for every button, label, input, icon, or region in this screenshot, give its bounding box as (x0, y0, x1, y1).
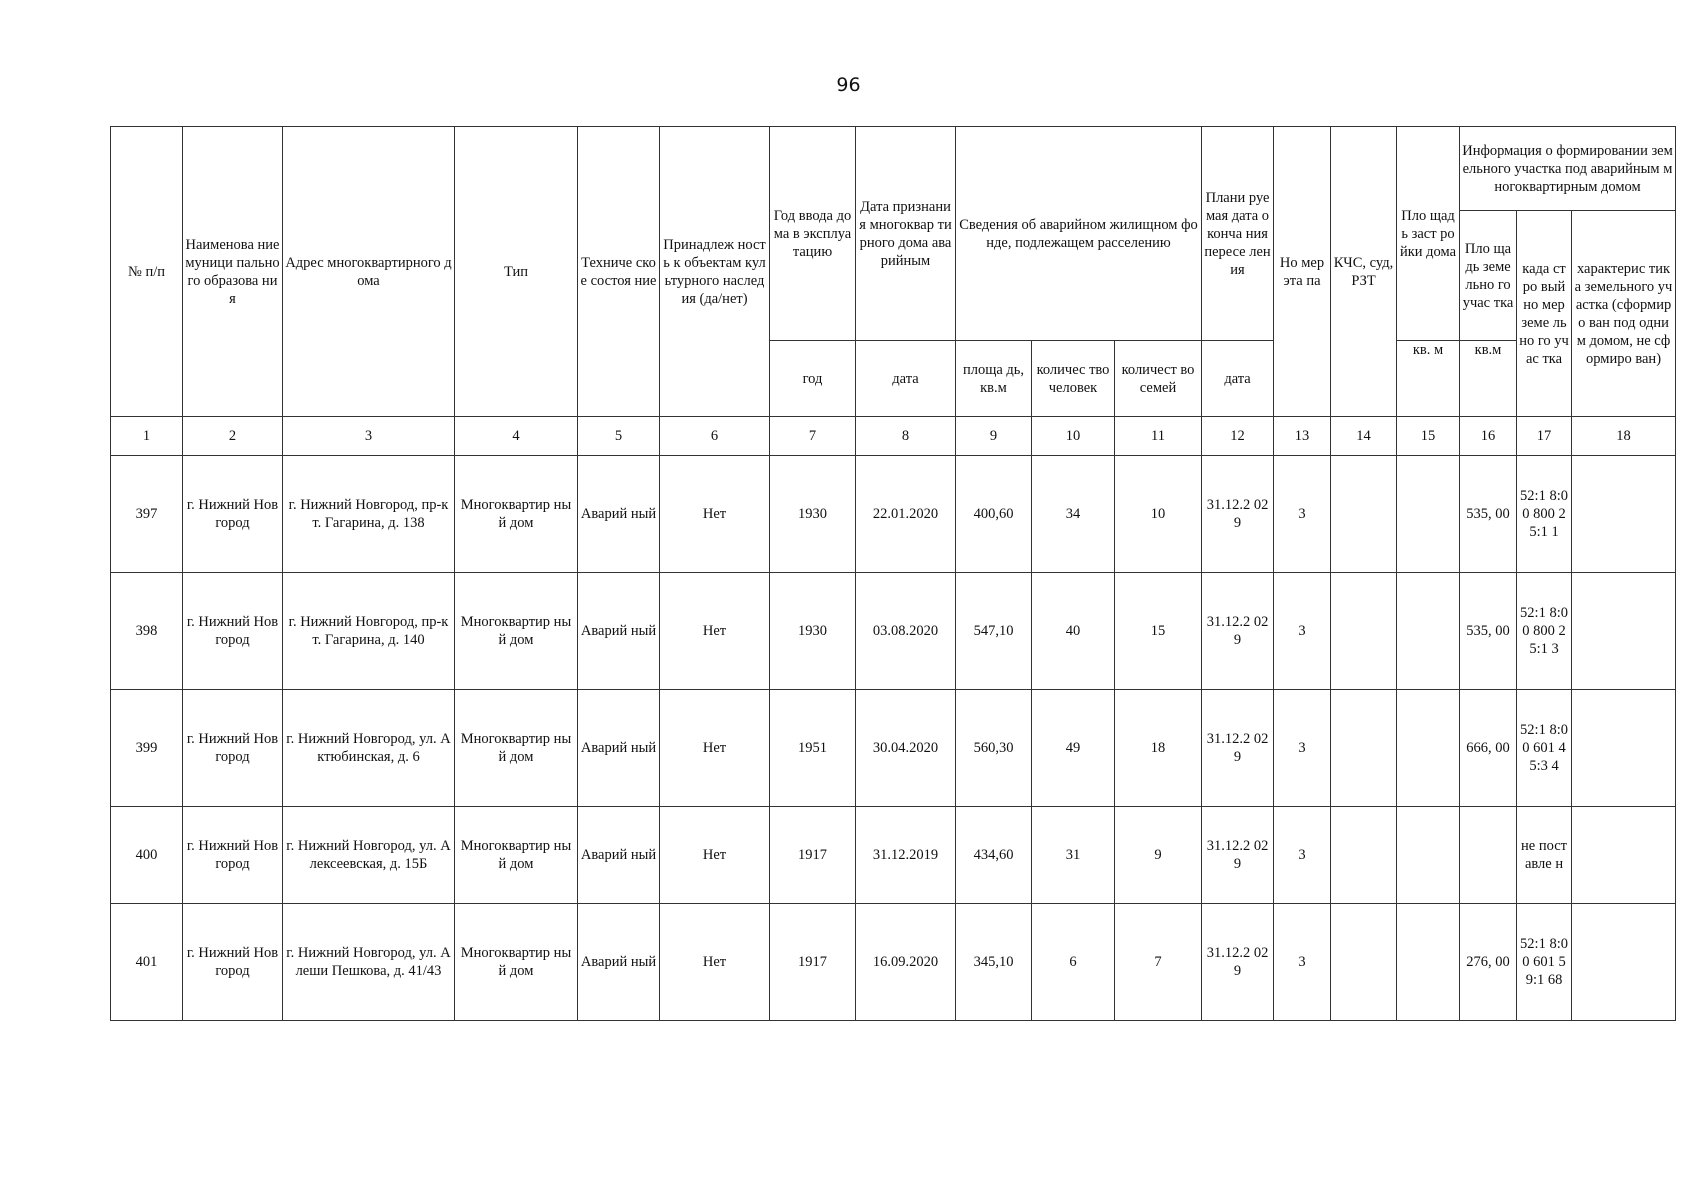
header-cadastral: када стро вый но мер земе льно го учас тка (1517, 211, 1572, 417)
column-number: 3 (283, 417, 455, 456)
cell-municipality: г. Нижний Новгород (183, 456, 283, 573)
subheader-build-area: кв. м (1397, 341, 1460, 417)
column-number: 2 (183, 417, 283, 456)
emergency-housing-table (110, 126, 1676, 1021)
subheader-year: год (770, 341, 856, 417)
cell-area: 560,30 (956, 690, 1032, 807)
column-number: 4 (455, 417, 578, 456)
cell-kchs (1331, 456, 1397, 573)
cell-stage: 3 (1274, 904, 1331, 1021)
cell-people: 31 (1032, 807, 1115, 904)
cell-families: 9 (1115, 807, 1202, 904)
cell-people: 49 (1032, 690, 1115, 807)
header-condition: Техниче ское состоя ние (578, 127, 660, 417)
header-heritage: Принадлеж ность к объектам культурного наследия (да/нет) (660, 127, 770, 417)
cell-build-area (1397, 690, 1460, 807)
cell-families: 7 (1115, 904, 1202, 1021)
cell-address: г. Нижний Новгород, пр-кт. Гагарина, д. 140 (283, 573, 455, 690)
header-build-area: Пло щадь заст ройки дома (1397, 127, 1460, 341)
cell-cadastral: не пост авле н (1517, 807, 1572, 904)
cell-land-area: 276, 00 (1460, 904, 1517, 1021)
cell-land-area: 666, 00 (1460, 690, 1517, 807)
cell-people: 6 (1032, 904, 1115, 1021)
cell-families: 18 (1115, 690, 1202, 807)
cell-stage: 3 (1274, 807, 1331, 904)
cell-municipality: г. Нижний Новгород (183, 904, 283, 1021)
cell-families: 15 (1115, 573, 1202, 690)
cell-area: 547,10 (956, 573, 1032, 690)
cell-date-recognized: 03.08.2020 (856, 573, 956, 690)
column-number: 6 (660, 417, 770, 456)
cell-date-recognized: 16.09.2020 (856, 904, 956, 1021)
header-kchs: КЧС, суд, РЗТ (1331, 127, 1397, 417)
cell-date-recognized: 31.12.2019 (856, 807, 956, 904)
cell-address: г. Нижний Новгород, пр-кт. Гагарина, д. 138 (283, 456, 455, 573)
column-number: 15 (1397, 417, 1460, 456)
cell-kchs (1331, 807, 1397, 904)
header-land-info: Информация о формировании земельного участка под аварийным многоквартирным домом (1460, 127, 1676, 211)
cell-planned-date: 31.12.2 029 (1202, 456, 1274, 573)
cell-build-area (1397, 904, 1460, 1021)
cell-year: 1917 (770, 904, 856, 1021)
cell-type: Многоквартир ный дом (455, 690, 578, 807)
cell-land-char (1572, 904, 1676, 1021)
column-number: 9 (956, 417, 1032, 456)
column-number: 11 (1115, 417, 1202, 456)
cell-people: 34 (1032, 456, 1115, 573)
cell-cadastral: 52:1 8:00 800 25:1 1 (1517, 456, 1572, 573)
cell-heritage: Нет (660, 690, 770, 807)
cell-date-recognized: 30.04.2020 (856, 690, 956, 807)
cell-build-area (1397, 807, 1460, 904)
cell-families: 10 (1115, 456, 1202, 573)
cell-condition: Аварий ный (578, 807, 660, 904)
cell-cadastral: 52:1 8:00 601 59:1 68 (1517, 904, 1572, 1021)
cell-num: 397 (111, 456, 183, 573)
column-number: 5 (578, 417, 660, 456)
cell-stage: 3 (1274, 690, 1331, 807)
cell-year: 1951 (770, 690, 856, 807)
cell-year: 1930 (770, 573, 856, 690)
cell-address: г. Нижний Новгород, ул. Алексеевская, д. 15Б (283, 807, 455, 904)
cell-land-char (1572, 573, 1676, 690)
cell-type: Многоквартир ный дом (455, 904, 578, 1021)
subheader-planned-date: дата (1202, 341, 1274, 417)
cell-planned-date: 31.12.2 029 (1202, 690, 1274, 807)
cell-planned-date: 31.12.2 029 (1202, 904, 1274, 1021)
cell-heritage: Нет (660, 807, 770, 904)
header-address: Адрес многоквартирного дома (283, 127, 455, 417)
cell-heritage: Нет (660, 573, 770, 690)
cell-land-area: 535, 00 (1460, 573, 1517, 690)
column-number: 18 (1572, 417, 1676, 456)
cell-type: Многоквартир ный дом (455, 807, 578, 904)
cell-land-area: 535, 00 (1460, 456, 1517, 573)
header-emergency-fund: Сведения об аварийном жилищном фонде, подлежащем расселению (956, 127, 1202, 341)
cell-date-recognized: 22.01.2020 (856, 456, 956, 573)
column-number: 17 (1517, 417, 1572, 456)
header-type: Тип (455, 127, 578, 417)
column-number: 10 (1032, 417, 1115, 456)
cell-num: 400 (111, 807, 183, 904)
column-number: 16 (1460, 417, 1517, 456)
column-number: 7 (770, 417, 856, 456)
subheader-area: площа дь, кв.м (956, 341, 1032, 417)
cell-cadastral: 52:1 8:00 601 45:3 4 (1517, 690, 1572, 807)
cell-land-char (1572, 456, 1676, 573)
cell-people: 40 (1032, 573, 1115, 690)
cell-build-area (1397, 456, 1460, 573)
cell-heritage: Нет (660, 456, 770, 573)
column-number: 13 (1274, 417, 1331, 456)
table-row (111, 904, 1676, 1021)
cell-land-char (1572, 690, 1676, 807)
column-number: 8 (856, 417, 956, 456)
cell-condition: Аварий ный (578, 690, 660, 807)
cell-land-char (1572, 807, 1676, 904)
header-stage: Но мер эта па (1274, 127, 1331, 417)
column-number: 1 (111, 417, 183, 456)
table-row (111, 456, 1676, 573)
header-municipality: Наименова ние муници пального образова ния (183, 127, 283, 417)
cell-num: 399 (111, 690, 183, 807)
cell-heritage: Нет (660, 904, 770, 1021)
header-num: № п/п (111, 127, 183, 417)
cell-kchs (1331, 573, 1397, 690)
cell-kchs (1331, 690, 1397, 807)
cell-land-area (1460, 807, 1517, 904)
table-row (111, 690, 1676, 807)
cell-kchs (1331, 904, 1397, 1021)
header-land-area: Пло щадь земе льно го учас тка (1460, 211, 1517, 341)
cell-area: 400,60 (956, 456, 1032, 573)
cell-municipality: г. Нижний Новгород (183, 690, 283, 807)
cell-area: 434,60 (956, 807, 1032, 904)
cell-stage: 3 (1274, 573, 1331, 690)
cell-year: 1930 (770, 456, 856, 573)
table-row (111, 573, 1676, 690)
cell-planned-date: 31.12.2 029 (1202, 573, 1274, 690)
cell-municipality: г. Нижний Новгород (183, 807, 283, 904)
cell-num: 398 (111, 573, 183, 690)
cell-num: 401 (111, 904, 183, 1021)
header-land-char: характерис тика земельного участка (сформиро ван под одним домом, не сформиро ван) (1572, 211, 1676, 417)
subheader-land-area: кв.м (1460, 341, 1517, 417)
cell-stage: 3 (1274, 456, 1331, 573)
page-number: 96 (836, 74, 861, 96)
cell-cadastral: 52:1 8:00 800 25:1 3 (1517, 573, 1572, 690)
column-number-row (111, 417, 1676, 456)
header-year: Год ввода дома в эксплуа тацию (770, 127, 856, 341)
column-number: 12 (1202, 417, 1274, 456)
column-number: 14 (1331, 417, 1397, 456)
cell-year: 1917 (770, 807, 856, 904)
cell-planned-date: 31.12.2 029 (1202, 807, 1274, 904)
cell-area: 345,10 (956, 904, 1032, 1021)
cell-address: г. Нижний Новгород, ул. Актюбинская, д. 6 (283, 690, 455, 807)
header-date-recognized: Дата признания многоквар тирного дома аварийным (856, 127, 956, 341)
cell-condition: Аварий ный (578, 456, 660, 573)
cell-condition: Аварий ный (578, 904, 660, 1021)
subheader-people: количес тво человек (1032, 341, 1115, 417)
table-row (111, 807, 1676, 904)
cell-condition: Аварий ный (578, 573, 660, 690)
cell-build-area (1397, 573, 1460, 690)
cell-type: Многоквартир ный дом (455, 573, 578, 690)
cell-municipality: г. Нижний Новгород (183, 573, 283, 690)
subheader-date: дата (856, 341, 956, 417)
header-planned-date: Плани руемая дата оконча ния пересе ления (1202, 127, 1274, 341)
subheader-families: количест во семей (1115, 341, 1202, 417)
cell-address: г. Нижний Новгород, ул. Алеши Пешкова, д. 41/43 (283, 904, 455, 1021)
cell-type: Многоквартир ный дом (455, 456, 578, 573)
